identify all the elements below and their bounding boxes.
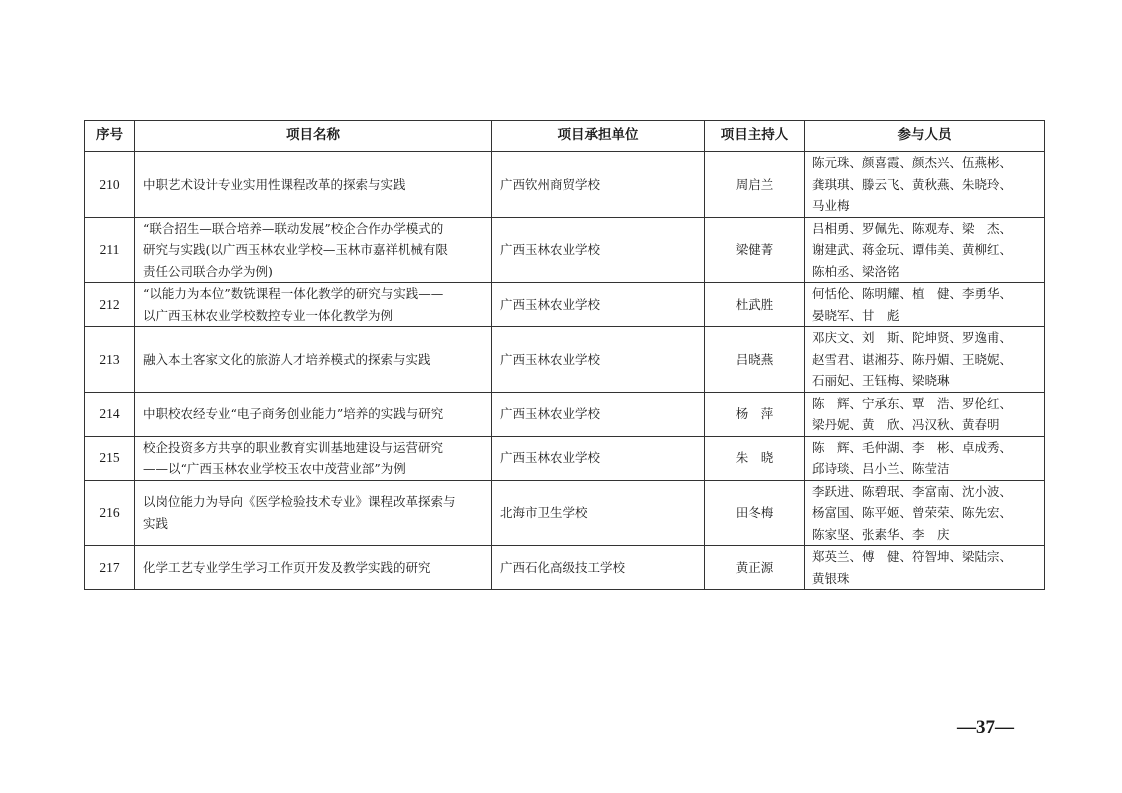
row-unit: 广西玉林农业学校 — [492, 217, 705, 283]
row-project-name — [135, 152, 492, 218]
row-host: 朱 晓 — [705, 436, 805, 480]
row-unit: 广西玉林农业学校 — [492, 327, 705, 393]
row-project-name — [135, 480, 492, 546]
row-unit: 北海市卫生学校 — [492, 480, 705, 546]
row-no: 214 — [85, 392, 135, 436]
row-host: 梁健菁 — [705, 217, 805, 283]
project-name-text: 中职艺术设计专业实用性课程改革的探索与实践 — [143, 176, 406, 192]
row-unit: 广西玉林农业学校 — [492, 436, 705, 480]
row-members: 邓庆文、刘 斯、陀坤贤、罗逸甫、 赵雪君、谌湘芬、陈丹媚、王晓妮、 石丽妃、王钰梅、梁晓琳 — [805, 327, 1045, 393]
header-no: 序号 — [85, 121, 135, 152]
table-row — [85, 152, 1045, 218]
table-row — [85, 327, 1045, 393]
header-host: 项目主持人 — [705, 121, 805, 152]
row-members: 郑英兰、傅 健、符智坤、梁陆宗、 黄银珠 — [805, 546, 1045, 590]
row-members: 李跃进、陈碧珉、李富南、沈小波、 杨富国、陈平姬、曾荣荣、陈先宏、 陈家坚、张素华、李 庆 — [805, 480, 1045, 546]
row-unit: 广西钦州商贸学校 — [492, 152, 705, 218]
row-no: 212 — [85, 283, 135, 327]
row-project-name — [135, 217, 492, 283]
row-host: 杜武胜 — [705, 283, 805, 327]
project-name-text: “联合招生—联合培养—联动发展”校企合作办学模式的 研究与实践(以广西玉林农业学校—玉林市嘉祥机械有限 责任公司联合办学为例) — [143, 220, 448, 279]
page-number: —37— — [957, 717, 1014, 738]
row-no: 217 — [85, 546, 135, 590]
table-row — [85, 546, 1045, 590]
table-row — [85, 436, 1045, 480]
table-row — [85, 480, 1045, 546]
row-no: 210 — [85, 152, 135, 218]
header-project-name: 项目名称 — [135, 121, 492, 152]
table-header-row — [85, 121, 1045, 152]
row-project-name — [135, 392, 492, 436]
project-name-text: 融入本土客家文化的旅游人才培养模式的探索与实践 — [143, 351, 431, 367]
row-project-name — [135, 436, 492, 480]
row-unit: 广西石化高级技工学校 — [492, 546, 705, 590]
header-unit: 项目承担单位 — [492, 121, 705, 152]
row-host: 吕晓燕 — [705, 327, 805, 393]
header-members: 参与人员 — [805, 121, 1045, 152]
row-unit: 广西玉林农业学校 — [492, 283, 705, 327]
row-project-name — [135, 546, 492, 590]
table-row — [85, 283, 1045, 327]
row-members: 陈元珠、颜喜霞、颜杰兴、伍燕彬、 龚琪琪、滕云飞、黄秋燕、朱晓玲、 马业梅 — [805, 152, 1045, 218]
row-project-name — [135, 283, 492, 327]
row-project-name — [135, 327, 492, 393]
table-row — [85, 392, 1045, 436]
row-no: 216 — [85, 480, 135, 546]
row-host: 杨 萍 — [705, 392, 805, 436]
projects-table — [84, 120, 1045, 590]
row-unit: 广西玉林农业学校 — [492, 392, 705, 436]
row-members: 吕相勇、罗佩先、陈观寿、梁 杰、 谢建武、蒋金玩、谭伟美、黄柳红、 陈柏丞、梁洛铭 — [805, 217, 1045, 283]
projects-table-container — [84, 120, 1044, 590]
project-name-text: 校企投资多方共享的职业教育实训基地建设与运营研究 ——以“广西玉林农业学校玉农中茂营业部”为例 — [143, 439, 444, 476]
row-no: 211 — [85, 217, 135, 283]
project-name-text: 以岗位能力为导向《医学检验技术专业》课程改革探索与 实践 — [143, 494, 456, 531]
row-host: 田冬梅 — [705, 480, 805, 546]
project-name-text: “以能力为本位”数铣课程一体化教学的研究与实践—— 以广西玉林农业学校数控专业一体化教学为例 — [143, 286, 444, 323]
row-members: 陈 辉、宁承东、覃 浩、罗伦红、 梁丹妮、黄 欣、冯汉秋、黄春明 — [805, 392, 1045, 436]
row-host: 周启兰 — [705, 152, 805, 218]
row-no: 213 — [85, 327, 135, 393]
table-row — [85, 217, 1045, 283]
project-name-text: 化学工艺专业学生学习工作页开发及教学实践的研究 — [143, 559, 431, 575]
project-name-text: 中职校农经专业“电子商务创业能力”培养的实践与研究 — [143, 406, 444, 422]
row-host: 黄正源 — [705, 546, 805, 590]
row-members: 何恬伦、陈明耀、植 健、李勇华、 晏晓军、甘 彪 — [805, 283, 1045, 327]
row-members: 陈 辉、毛仲湖、李 彬、卓成秀、 邱诗琰、吕小兰、陈莹洁 — [805, 436, 1045, 480]
row-no: 215 — [85, 436, 135, 480]
